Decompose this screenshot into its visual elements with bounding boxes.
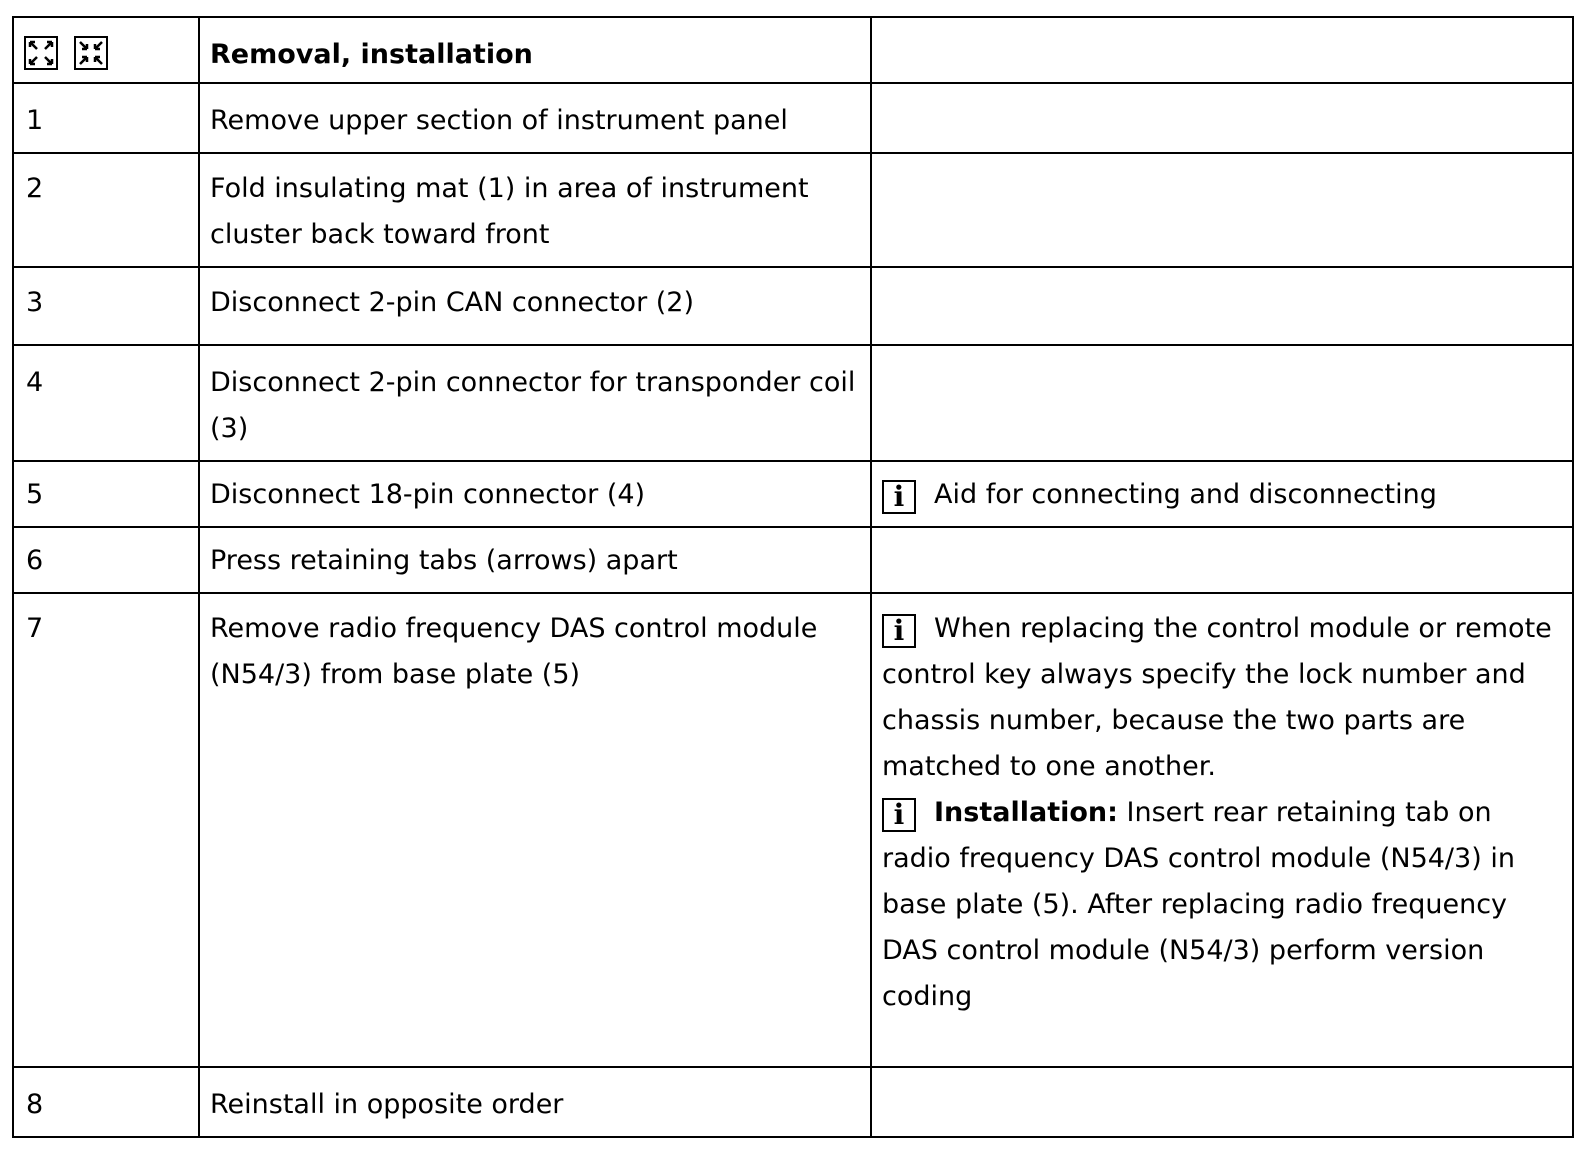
step-note-cell [871,461,1573,527]
step-number-cell [13,267,199,345]
step-action: Disconnect 18-pin connector (4) [210,479,646,510]
note-text: When replacing the control module or remote control key always specify the lock number and chassis number, because the two parts are matched to one another. [882,613,1552,782]
step-action: Fold insulating mat (1) in area of instrument cluster back toward front [210,173,809,250]
expand-arrows-icon [24,36,58,70]
step-action: Disconnect 2-pin CAN connector (2) [210,287,695,318]
step-note-cell [871,153,1573,267]
header-title-cell [199,17,871,83]
note-text: Insert rear retaining tab on radio frequency DAS control module (N54/3) in base plate (5). After replacing radio frequency DAS control module (N54/3) perform version coding [882,797,1515,1012]
step-note-cell [871,527,1573,593]
step-action-cell [199,593,871,1067]
table-row [13,267,1573,345]
procedure-table [12,16,1574,1138]
table-row [13,345,1573,461]
step-number: 4 [26,367,44,398]
note-text: Aid for connecting and disconnecting [934,479,1437,510]
table-header-row [13,17,1573,83]
info-icon: i [882,614,916,648]
note-installation [882,790,1562,1020]
step-action-cell [199,1067,871,1137]
step-action-cell [199,345,871,461]
step-number-cell [13,345,199,461]
step-number: 7 [26,613,44,644]
table-row [13,1067,1573,1137]
step-action-cell [199,83,871,153]
step-note-cell [871,1067,1573,1137]
info-icon: i [882,480,916,514]
step-action-cell [199,461,871,527]
step-number: 3 [26,287,44,318]
step-number-cell [13,527,199,593]
note-bold-label: Installation: [934,797,1118,828]
step-action: Disconnect 2-pin connector for transponder coil (3) [210,367,856,444]
step-number-cell [13,1067,199,1137]
note-replacing [882,606,1562,790]
table-row [13,461,1573,527]
step-number: 6 [26,545,44,576]
step-action: Remove upper section of instrument panel [210,105,788,136]
collapse-arrows-icon [74,36,108,70]
step-action-cell [199,267,871,345]
step-number-cell [13,461,199,527]
step-number-cell [13,153,199,267]
step-action-cell [199,153,871,267]
step-action: Reinstall in opposite order [210,1089,564,1120]
step-note-cell [871,593,1573,1067]
step-number: 1 [26,105,44,136]
header-icon-cell [13,17,199,83]
step-note-cell [871,345,1573,461]
step-note-cell [871,83,1573,153]
step-action: Press retaining tabs (arrows) apart [210,545,678,576]
step-action-cell [199,527,871,593]
table-row [13,153,1573,267]
header-note-cell [871,17,1573,83]
page-title: Removal, installation [210,39,533,70]
step-note-cell [871,267,1573,345]
step-action: Remove radio frequency DAS control module (N54/3) from base plate (5) [210,613,818,690]
header-icons [24,32,188,70]
table-row [13,593,1573,1067]
info-icon: i [882,798,916,832]
step-number: 8 [26,1089,44,1120]
step-number-cell [13,593,199,1067]
step-number: 5 [26,479,44,510]
step-number-cell [13,83,199,153]
table-row [13,83,1573,153]
step-number: 2 [26,173,44,204]
table-row [13,527,1573,593]
